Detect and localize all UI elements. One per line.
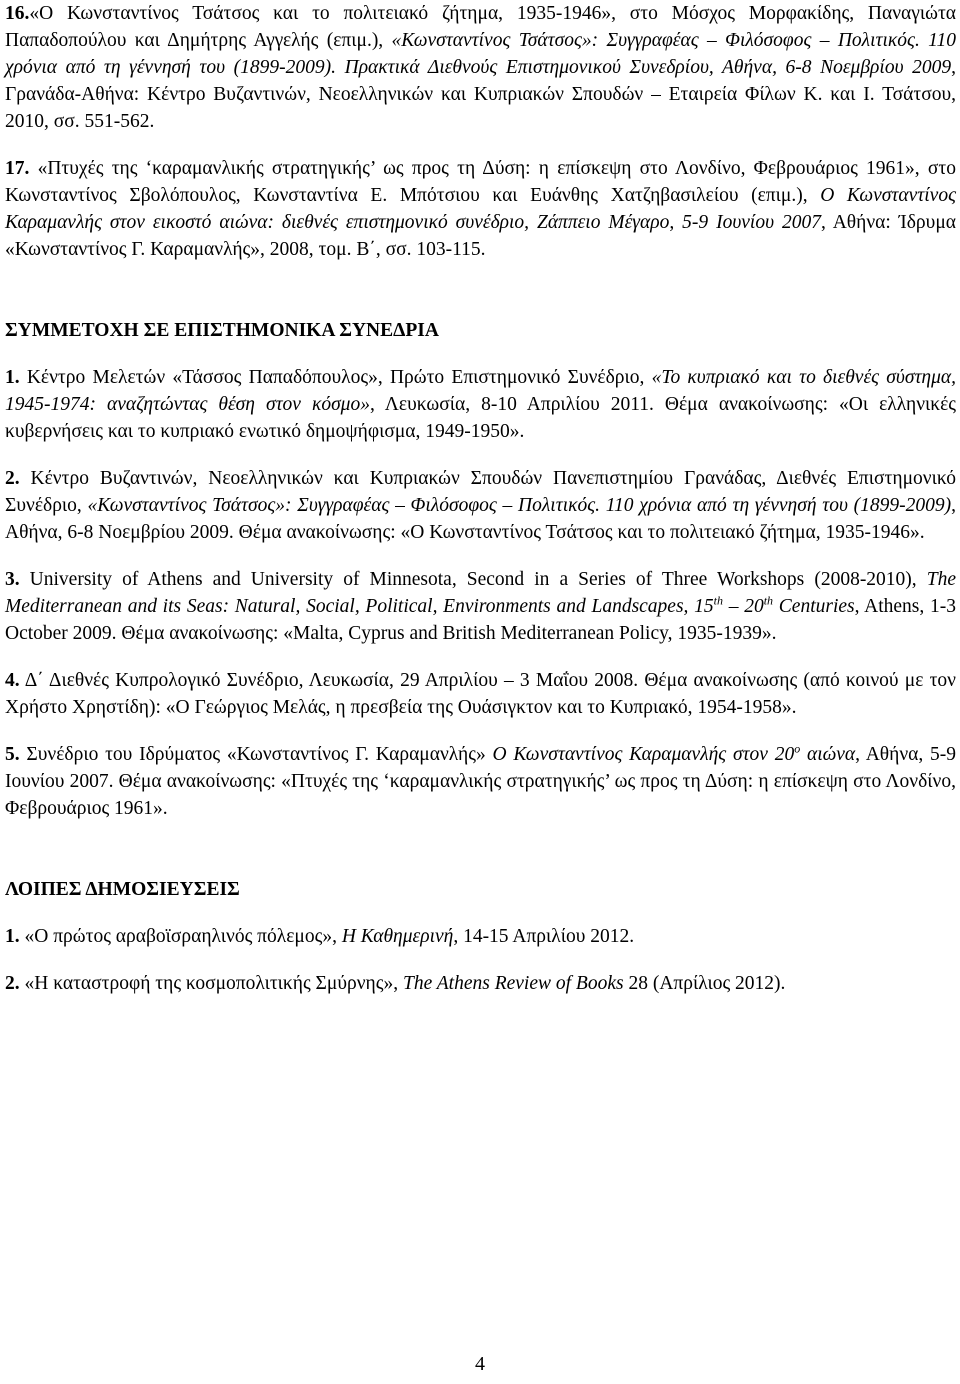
entry-text: «Ο πρώτος αραβοϊσραηλινός πόλεμος», — [19, 926, 342, 947]
entry-title-italic: Η Καθημερινή — [341, 926, 454, 947]
entry-text: , Αθήνα, 6-8 Νοεμβρίου 2009. Θέμα ανακοίνωσης: «Ο Κωνσταντίνος Τσάτσος και το πολιτειακό ζήτημα, 1935-1946». — [5, 495, 956, 543]
conference-entry-2 — [5, 465, 956, 546]
superscript: th — [763, 593, 774, 608]
entry-text: «Ο Κωνσταντίνος Τσάτσος και το πολιτειακό ζήτημα, 1935-1946», στο Μόσχος Μορφακίδης, Παναγιώτα Παπαδοπούλου και Δημήτρης Αγγελής (επιμ.), — [5, 3, 956, 51]
publication-entry-16 — [5, 0, 956, 135]
entry-number: 17. — [5, 158, 30, 179]
superscript: ο — [794, 741, 801, 756]
superscript: th — [713, 593, 723, 608]
entry-title-italic: Ο Κωνσταντίνος Καραμανλής στον 20 — [492, 744, 795, 765]
entry-text: 28 (Απρίλιος 2012). — [623, 973, 786, 994]
entry-text: , Αθήνα: Ίδρυμα «Κωνσταντίνος Γ. Καραμανλής», 2008, τομ. Β΄, σσ. 103-115. — [5, 212, 956, 260]
entry-number: 2. — [5, 973, 20, 994]
entry-text: Δ΄ Διεθνές Κυπρολογικό Συνέδριο, Λευκωσία, 29 Απριλίου – 3 Μαΐου 2008. Θέμα ανακοίνωσης (από κοινού με τον Χρήστο Χρηστίδη): «Ο Γεώργιος Μελάς, η πρεσβεία της Ουάσιγκτον και το Κυπριακό, 1954-1958». — [5, 670, 956, 718]
entry-title-italic: The Mediterranean and its Seas: Natural, Social, Political, Environments and Landscapes, 15 — [5, 569, 956, 617]
other-publications-heading: ΛΟΙΠΕΣ ΔΗΜΟΣΙΕΥΣΕΙΣ — [5, 879, 240, 900]
conference-entry-3 — [5, 566, 956, 647]
entry-number: 1. — [5, 926, 20, 947]
entry-title-italic: αιώνα — [800, 744, 856, 765]
conferences-heading: ΣΥΜΜΕΤΟΧΗ ΣΕ ΕΠΙΣΤΗΜΟΝΙΚΑ ΣΥΝΕΔΡΙΑ — [5, 320, 439, 341]
other-publication-entry-2 — [5, 970, 956, 997]
page-number: 4 — [475, 1353, 485, 1375]
entry-text: Συνέδριο του Ιδρύματος «Κωνσταντίνος Γ. Καραμανλής» — [19, 744, 493, 765]
entry-title-italic: «Κωνσταντίνος Τσάτσος»: Συγγραφέας – Φιλόσοφος – Πολιτικός. 110 χρόνια από τη γέννησή του (1899-2009) — [87, 495, 952, 516]
entry-text: , Athens, 1-3 October 2009. Θέμα ανακοίνωσης: «Malta, Cyprus and British Mediterranean Policy, 1935-1939». — [5, 596, 956, 644]
document-page — [5, 0, 956, 997]
entry-number: 2. — [5, 468, 20, 489]
entry-text: «Πτυχές της ‘καραμανλικής στρατηγικής’ ως προς τη Δύση: η επίσκεψη στο Λονδίνο, Φεβρουάριος 1961», στο Κωνσταντίνος Σβολόπουλος, Κωνσταντίνα Ε. Μπότσιου και Ευάνθης Χατζηβασιλείου (επιμ.), — [5, 158, 956, 206]
entry-title-italic: Ο Κωνσταντίνος Καραμανλής στον εικοστό αιώνα: διεθνές επιστημονικό συνέδριο, Ζάππειο Μέγαρο, 5-9 Ιουνίου 2007 — [5, 185, 956, 233]
entry-text: , Λευκωσία, 8-10 Απριλίου 2011. Θέμα ανακοίνωσης: «Οι ελληνικές κυβερνήσεις και το κυπριακό ενωτικό δημοψήφισμα, 1949-1950». — [5, 394, 956, 442]
entry-number: 4. — [5, 670, 20, 691]
conference-entry-5 — [5, 741, 956, 822]
entry-text: , 14-15 Απριλίου 2012. — [453, 926, 635, 947]
entry-text: , Γρανάδα-Αθήνα: Κέντρο Βυζαντινών, Νεοελληνικών και Κυπριακών Σπουδών – Εταιρεία Φίλων Κ. και Ι. Τσάτσου, 2010, σσ. 551-562. — [5, 57, 956, 132]
entry-text: «Η καταστροφή της κοσμοπολιτικής Σμύρνης», — [19, 973, 403, 994]
publication-entry-17 — [5, 155, 956, 263]
entry-number: 5. — [5, 744, 20, 765]
entry-title-italic: – 20 — [723, 596, 764, 617]
entry-text: , Αθήνα, 5-9 Ιουνίου 2007. Θέμα ανακοίνωσης: «Πτυχές της ‘καραμανλικής στρατηγικής’ ως προς τη Δύση: η επίσκεψη στο Λονδίνο, Φεβρουάριος 1961». — [5, 744, 956, 819]
entry-number: 16. — [5, 3, 30, 24]
entry-title-italic: «Κωνσταντίνος Τσάτσος»: Συγγραφέας – Φιλόσοφος – Πολιτικός. 110 χρόνια από τη γέννησή του (1899-2009). Πρακτικά Διεθνούς Επιστημονικού Συνεδρίου, Αθήνα, 6-8 Νοεμβρίου 2009 — [5, 30, 956, 78]
entry-text: University of Athens and University of Minnesota, Second in a Series of Three Workshops (2008-2010), — [19, 569, 927, 590]
entry-title-italic: Centuries — [773, 596, 855, 617]
entry-title-italic: The Athens Review of Books — [402, 973, 624, 994]
entry-number: 1. — [5, 367, 20, 388]
conference-entry-1 — [5, 364, 956, 445]
entry-text: Κέντρο Βυζαντινών, Νεοελληνικών και Κυπριακών Σπουδών Πανεπιστημίου Γρανάδας, Διεθνές Επιστημονικό Συνέδριο, — [5, 468, 956, 516]
entry-title-italic: «Το κυπριακό και το διεθνές σύστημα, 1945-1974: αναζητώντας θέση στον κόσμο» — [5, 367, 956, 415]
other-publication-entry-1 — [5, 923, 956, 950]
entry-number: 3. — [5, 569, 20, 590]
entry-text: Κέντρο Μελετών «Τάσσος Παπαδόπουλος», Πρώτο Επιστημονικό Συνέδριο, — [19, 367, 652, 388]
conference-entry-4 — [5, 667, 956, 721]
